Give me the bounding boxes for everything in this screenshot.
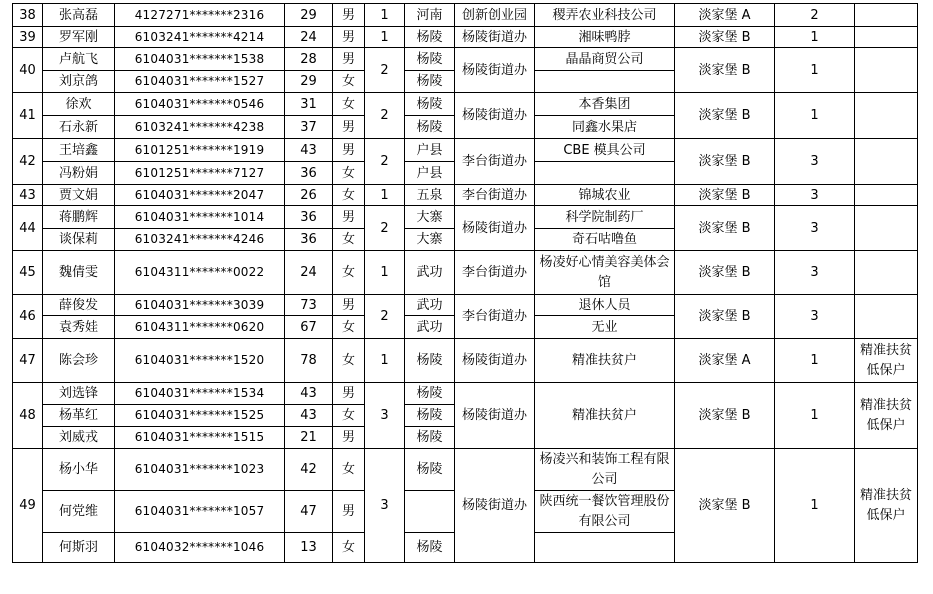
name-cell: 贾文娟 — [43, 185, 115, 206]
office-cell: 李台街道办 — [455, 139, 535, 185]
tier-cell: 1 — [775, 27, 855, 48]
tier-cell: 3 — [775, 206, 855, 251]
age-cell: 43 — [285, 139, 333, 162]
sex-cell: 男 — [333, 4, 365, 27]
sex-cell: 女 — [333, 229, 365, 251]
origin-cell: 武功 — [405, 295, 455, 316]
id-cell: 6103241*******4214 — [115, 27, 285, 48]
tier-cell: 1 — [775, 449, 855, 563]
office-cell: 创新创业园 — [455, 4, 535, 27]
origin-cell: 武功 — [405, 316, 455, 339]
id-cell: 6104311*******0022 — [115, 251, 285, 295]
name-cell: 刘选锋 — [43, 383, 115, 405]
origin-cell — [405, 491, 455, 533]
id-cell: 6104031*******2047 — [115, 185, 285, 206]
household-count-cell: 2 — [365, 93, 405, 139]
age-cell: 36 — [285, 206, 333, 229]
sex-cell: 女 — [333, 93, 365, 116]
housing-place-cell: 淡家堡 B — [675, 139, 775, 185]
household-count-cell: 3 — [365, 383, 405, 449]
table-row — [13, 339, 918, 383]
tier-cell: 1 — [775, 383, 855, 449]
name-cell: 刘京鸽 — [43, 71, 115, 93]
age-cell: 43 — [285, 405, 333, 427]
name-cell: 杨革红 — [43, 405, 115, 427]
tier-cell: 3 — [775, 251, 855, 295]
origin-cell: 五泉 — [405, 185, 455, 206]
employer-cell: 湘味鸭脖 — [535, 27, 675, 48]
table-row — [13, 383, 918, 405]
housing-place-cell: 淡家堡 A — [675, 4, 775, 27]
employer-cell: 退休人员 — [535, 295, 675, 316]
origin-cell: 杨陵 — [405, 116, 455, 139]
origin-cell: 杨陵 — [405, 71, 455, 93]
name-cell: 谈保莉 — [43, 229, 115, 251]
origin-cell: 大寨 — [405, 229, 455, 251]
name-cell: 冯粉娟 — [43, 162, 115, 185]
sex-cell: 男 — [333, 491, 365, 533]
tier-cell: 1 — [775, 48, 855, 93]
origin-cell: 杨陵 — [405, 339, 455, 383]
sex-cell: 女 — [333, 449, 365, 491]
sex-cell: 女 — [333, 405, 365, 427]
id-cell: 6101251*******7127 — [115, 162, 285, 185]
table-row — [13, 206, 918, 229]
row-number: 48 — [13, 383, 43, 449]
tier-cell: 3 — [775, 139, 855, 185]
row-number: 44 — [13, 206, 43, 251]
name-cell: 蒋鹏辉 — [43, 206, 115, 229]
table-row — [13, 4, 918, 27]
household-count-cell: 1 — [365, 339, 405, 383]
note-cell — [855, 27, 918, 48]
age-cell: 28 — [285, 48, 333, 71]
tier-cell: 2 — [775, 4, 855, 27]
tier-cell: 3 — [775, 185, 855, 206]
office-cell: 杨陵街道办 — [455, 48, 535, 93]
employer-cell: 晶晶商贸公司 — [535, 48, 675, 71]
origin-cell: 大寨 — [405, 206, 455, 229]
origin-cell: 杨陵 — [405, 533, 455, 563]
employer-cell: CBE 模具公司 — [535, 139, 675, 162]
employer-cell: 奇石咕噜鱼 — [535, 229, 675, 251]
note-cell — [855, 295, 918, 339]
sex-cell: 女 — [333, 533, 365, 563]
sex-cell: 男 — [333, 48, 365, 71]
note-cell — [855, 139, 918, 185]
office-cell: 杨陵街道办 — [455, 449, 535, 563]
name-cell: 王培鑫 — [43, 139, 115, 162]
age-cell: 24 — [285, 251, 333, 295]
id-cell: 6103241*******4246 — [115, 229, 285, 251]
employer-cell: 精准扶贫户 — [535, 383, 675, 449]
sex-cell: 男 — [333, 206, 365, 229]
age-cell: 31 — [285, 93, 333, 116]
age-cell: 78 — [285, 339, 333, 383]
age-cell: 67 — [285, 316, 333, 339]
table-row — [13, 27, 918, 48]
age-cell: 36 — [285, 229, 333, 251]
housing-place-cell: 淡家堡 B — [675, 48, 775, 93]
name-cell: 薛俊发 — [43, 295, 115, 316]
tier-cell: 1 — [775, 93, 855, 139]
employer-cell: 同鑫水果店 — [535, 116, 675, 139]
row-number: 40 — [13, 48, 43, 93]
tier-cell: 3 — [775, 295, 855, 339]
name-cell: 徐欢 — [43, 93, 115, 116]
housing-place-cell: 淡家堡 B — [675, 383, 775, 449]
id-cell: 6104031*******1023 — [115, 449, 285, 491]
employer-cell: 精准扶贫户 — [535, 339, 675, 383]
housing-place-cell: 淡家堡 B — [675, 251, 775, 295]
id-cell: 6104031*******1014 — [115, 206, 285, 229]
employer-cell: 锦城农业 — [535, 185, 675, 206]
table-row — [13, 48, 918, 71]
id-cell: 6104031*******1534 — [115, 383, 285, 405]
employer-cell: 本香集团 — [535, 93, 675, 116]
id-cell: 6104311*******0620 — [115, 316, 285, 339]
employer-cell — [535, 162, 675, 185]
sex-cell: 男 — [333, 295, 365, 316]
name-cell: 何党维 — [43, 491, 115, 533]
housing-place-cell: 淡家堡 B — [675, 206, 775, 251]
sex-cell: 女 — [333, 316, 365, 339]
table-row — [13, 139, 918, 162]
household-count-cell: 2 — [365, 139, 405, 185]
household-count-cell: 2 — [365, 206, 405, 251]
id-cell: 6104031*******1515 — [115, 427, 285, 449]
sex-cell: 男 — [333, 139, 365, 162]
id-cell: 6104031*******0546 — [115, 93, 285, 116]
age-cell: 73 — [285, 295, 333, 316]
employer-cell: 科学院制药厂 — [535, 206, 675, 229]
sex-cell: 男 — [333, 27, 365, 48]
origin-cell: 杨陵 — [405, 48, 455, 71]
household-count-cell: 2 — [365, 295, 405, 339]
office-cell: 杨陵街道办 — [455, 383, 535, 449]
table-row — [13, 449, 918, 491]
row-number: 38 — [13, 4, 43, 27]
housing-place-cell: 淡家堡 B — [675, 27, 775, 48]
origin-cell: 武功 — [405, 251, 455, 295]
note-cell — [855, 48, 918, 93]
note-cell — [855, 93, 918, 139]
household-count-cell: 1 — [365, 4, 405, 27]
id-cell: 6103241*******4238 — [115, 116, 285, 139]
office-cell: 李台街道办 — [455, 251, 535, 295]
name-cell: 石永新 — [43, 116, 115, 139]
age-cell: 47 — [285, 491, 333, 533]
age-cell: 26 — [285, 185, 333, 206]
employer-cell: 杨凌好心情美容美体会馆 — [535, 251, 675, 295]
note-cell — [855, 4, 918, 27]
origin-cell: 杨陵 — [405, 93, 455, 116]
age-cell: 37 — [285, 116, 333, 139]
age-cell: 13 — [285, 533, 333, 563]
origin-cell: 杨陵 — [405, 27, 455, 48]
housing-place-cell: 淡家堡 B — [675, 185, 775, 206]
name-cell: 陈会珍 — [43, 339, 115, 383]
household-count-cell: 1 — [365, 251, 405, 295]
row-number: 43 — [13, 185, 43, 206]
sex-cell: 女 — [333, 185, 365, 206]
housing-place-cell: 淡家堡 A — [675, 339, 775, 383]
id-cell: 6104031*******3039 — [115, 295, 285, 316]
row-number: 39 — [13, 27, 43, 48]
row-number: 42 — [13, 139, 43, 185]
id-cell: 6104031*******1525 — [115, 405, 285, 427]
office-cell: 李台街道办 — [455, 185, 535, 206]
table-row — [13, 295, 918, 316]
applicant-table — [12, 3, 918, 563]
sex-cell: 男 — [333, 116, 365, 139]
household-count-cell: 2 — [365, 48, 405, 93]
id-cell: 6104032*******1046 — [115, 533, 285, 563]
office-cell: 李台街道办 — [455, 295, 535, 339]
employer-cell: 杨凌兴和装饰工程有限公司 — [535, 449, 675, 491]
age-cell: 29 — [285, 71, 333, 93]
id-cell: 6104031*******1538 — [115, 48, 285, 71]
household-count-cell: 1 — [365, 27, 405, 48]
origin-cell: 杨陵 — [405, 383, 455, 405]
table-row — [13, 251, 918, 295]
age-cell: 21 — [285, 427, 333, 449]
origin-cell: 户县 — [405, 162, 455, 185]
sex-cell: 女 — [333, 339, 365, 383]
household-count-cell: 1 — [365, 185, 405, 206]
id-cell: 4127271*******2316 — [115, 4, 285, 27]
household-count-cell: 3 — [365, 449, 405, 563]
note-cell: 精准扶贫低保户 — [855, 449, 918, 563]
name-cell: 卢航飞 — [43, 48, 115, 71]
name-cell: 魏倩雯 — [43, 251, 115, 295]
age-cell: 43 — [285, 383, 333, 405]
office-cell: 杨陵街道办 — [455, 27, 535, 48]
note-cell: 精准扶贫低保户 — [855, 383, 918, 449]
origin-cell: 河南 — [405, 4, 455, 27]
name-cell: 刘威戎 — [43, 427, 115, 449]
employer-cell: 稷弄农业科技公司 — [535, 4, 675, 27]
sex-cell: 女 — [333, 71, 365, 93]
sex-cell: 女 — [333, 251, 365, 295]
tier-cell: 1 — [775, 339, 855, 383]
employer-cell: 无业 — [535, 316, 675, 339]
row-number: 45 — [13, 251, 43, 295]
note-cell — [855, 206, 918, 251]
age-cell: 36 — [285, 162, 333, 185]
office-cell: 杨陵街道办 — [455, 93, 535, 139]
id-cell: 6104031*******1520 — [115, 339, 285, 383]
id-cell: 6104031*******1527 — [115, 71, 285, 93]
name-cell: 何斯羽 — [43, 533, 115, 563]
employer-cell: 陕西统一餐饮管理股份有限公司 — [535, 491, 675, 533]
employer-cell — [535, 71, 675, 93]
note-cell — [855, 185, 918, 206]
origin-cell: 杨陵 — [405, 449, 455, 491]
sex-cell: 男 — [333, 383, 365, 405]
table-row — [13, 185, 918, 206]
name-cell: 罗军刚 — [43, 27, 115, 48]
id-cell: 6101251*******1919 — [115, 139, 285, 162]
row-number: 46 — [13, 295, 43, 339]
row-number: 41 — [13, 93, 43, 139]
note-cell: 精准扶贫低保户 — [855, 339, 918, 383]
age-cell: 24 — [285, 27, 333, 48]
sex-cell: 男 — [333, 427, 365, 449]
name-cell: 袁秀娃 — [43, 316, 115, 339]
office-cell: 杨陵街道办 — [455, 206, 535, 251]
sex-cell: 女 — [333, 162, 365, 185]
id-cell: 6104031*******1057 — [115, 491, 285, 533]
row-number: 49 — [13, 449, 43, 563]
housing-place-cell: 淡家堡 B — [675, 93, 775, 139]
office-cell: 杨陵街道办 — [455, 339, 535, 383]
housing-place-cell: 淡家堡 B — [675, 295, 775, 339]
housing-place-cell: 淡家堡 B — [675, 449, 775, 563]
age-cell: 42 — [285, 449, 333, 491]
table-row — [13, 93, 918, 116]
note-cell — [855, 251, 918, 295]
name-cell: 张高磊 — [43, 4, 115, 27]
origin-cell: 杨陵 — [405, 405, 455, 427]
row-number: 47 — [13, 339, 43, 383]
origin-cell: 户县 — [405, 139, 455, 162]
name-cell: 杨小华 — [43, 449, 115, 491]
origin-cell: 杨陵 — [405, 427, 455, 449]
age-cell: 29 — [285, 4, 333, 27]
employer-cell — [535, 533, 675, 563]
